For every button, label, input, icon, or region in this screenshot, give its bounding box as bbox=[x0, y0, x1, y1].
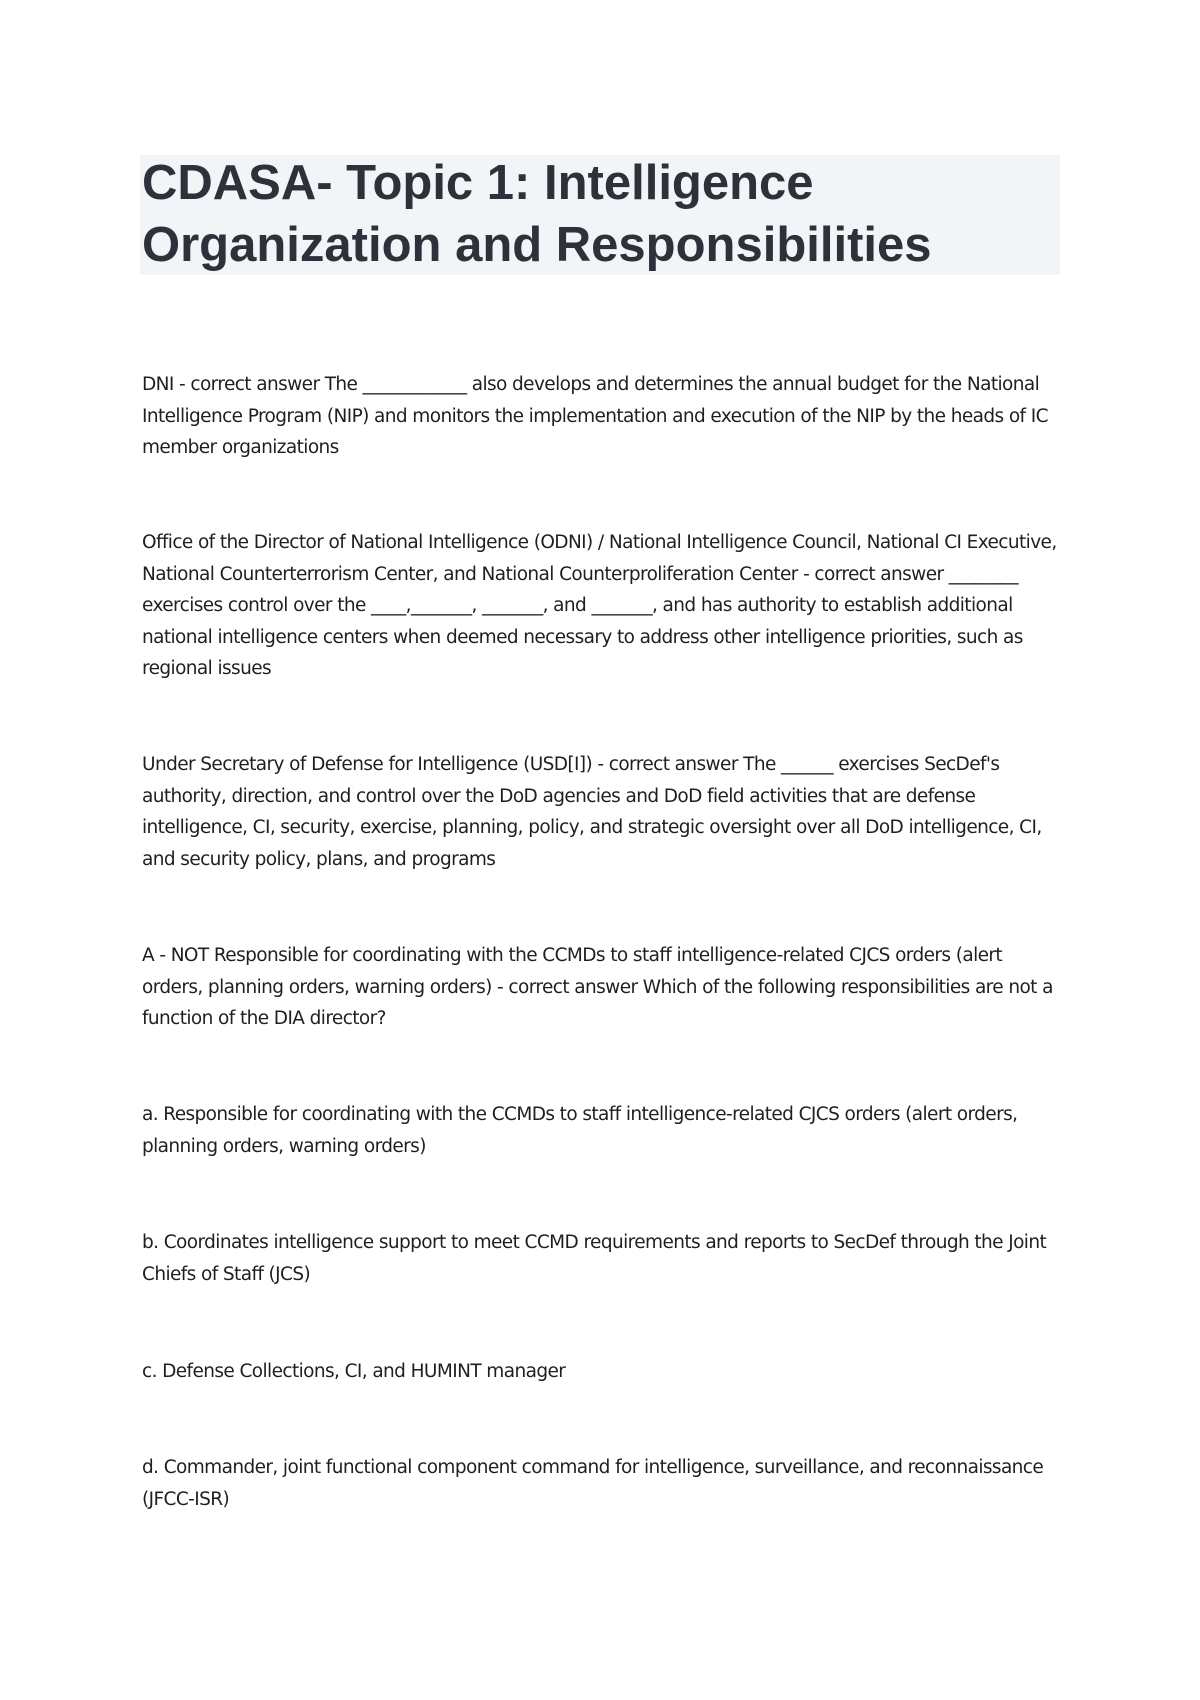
paragraph-dni: DNI - correct answer The ____________ also develops and determines the annual budget for the National Intelligence Program (NIP) and monitors the implementation and execution of the NIP by the heads of IC member organizations bbox=[142, 374, 1048, 458]
page-title: CDASA- Topic 1: Intelligence Organization and Responsibilities bbox=[142, 156, 932, 272]
paragraph-odni: Office of the Director of National Intelligence (ODNI) / National Intelligence Council, National CI Executive, National Counterterrorism Center, and National Counterproliferation Center - correct answer ________ exercises control over the ____,_______, _______, and _______, and has authority to establish additional national intelligence centers when deemed necessary to address other intelligence priorities, such as regional issues bbox=[142, 532, 1057, 679]
option-a: a. Responsible for coordinating with the CCMDs to staff intelligence-related CJCS orders (alert orders, planning orders, warning orders) bbox=[142, 1104, 1018, 1157]
paragraph-question: A - NOT Responsible for coordinating with the CCMDs to staff intelligence-related CJCS orders (alert orders, planning orders, warning orders) - correct answer Which of the following responsibilities are not a function of the DIA director? bbox=[142, 945, 1053, 1029]
option-c: c. Defense Collections, CI, and HUMINT manager bbox=[142, 1361, 566, 1382]
option-b: b. Coordinates intelligence support to meet CCMD requirements and reports to SecDef through the Joint Chiefs of Staff (JCS) bbox=[142, 1232, 1047, 1285]
paragraph-usdi: Under Secretary of Defense for Intelligence (USD[I]) - correct answer The ______ exercises SecDef's authority, direction, and control over the DoD agencies and DoD field activities that are defense intelligence, CI, security, exercise, planning, policy, and strategic oversight over all DoD intelligence, CI, and security policy, plans, and programs bbox=[142, 754, 1042, 870]
option-d: d. Commander, joint functional component command for intelligence, surveillance, and reconnaissance (JFCC-ISR) bbox=[142, 1457, 1044, 1510]
